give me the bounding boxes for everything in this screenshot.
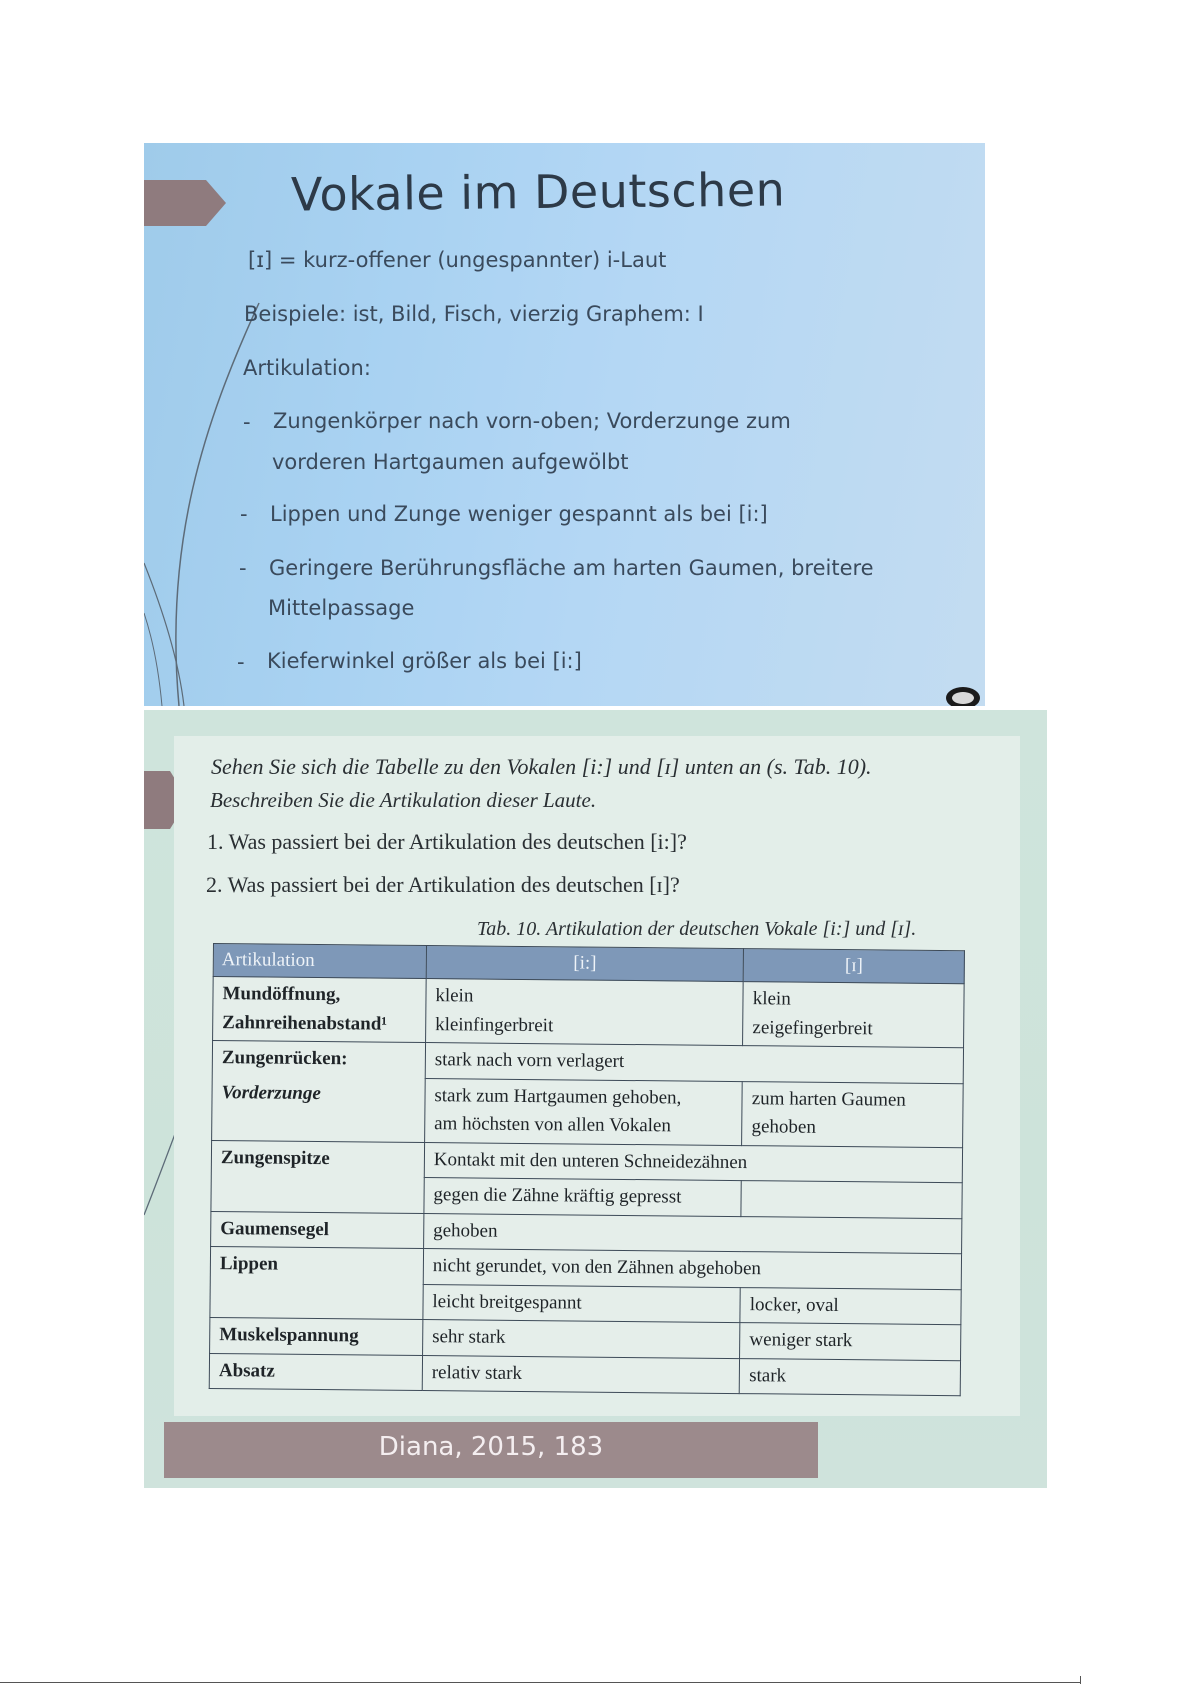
cell-i-short: locker, oval [740,1287,961,1325]
row-head-mundoeffnung [213,977,426,1043]
definition-text: [ɪ] = kurz-offener (ungespannter) i-Laut [248,248,667,272]
cell-i-short: stark [739,1358,960,1396]
cell-text: am höchsten von allen Vokalen [434,1113,672,1137]
cell-i-long [424,1078,742,1145]
cell-both: nicht gerundet, von den Zähnen abgehoben [423,1249,961,1290]
row-head-zungenspitze: Zungenspitze [211,1140,425,1213]
row-head-subtext: Vorderzunge [221,1081,321,1104]
page-bottom-rule [0,1682,1080,1683]
slide-articulation-table [144,710,1047,1488]
source-citation: Diana, 2015, 183 [378,1432,604,1462]
bullet-marker: - [243,410,251,434]
bullet-marker: - [240,502,248,526]
question-1: 1. Was passiert bei der Artikulation des deutschen [i:]? [207,829,687,854]
cell-both: Kontakt mit den unteren Schneidezähnen [424,1142,962,1183]
table-row [211,1140,962,1183]
bullet-marker: - [237,650,245,674]
row-head-text: Mundöffnung, [222,983,341,1006]
bullet-1-line-2: vorderen Hartgaumen aufgewölbt [272,450,629,474]
cell-text: kleinfingerbreit [435,1013,554,1036]
cell-i-short [743,982,964,1048]
slide-vokale-im-deutschen [144,143,985,706]
cell-both: gehoben [423,1213,961,1254]
bullet-2-line-1: Lippen und Zunge weniger gespannt als bei [i:] [270,502,768,526]
row-head-text: Zungenrücken: [221,1047,348,1070]
decorative-arrow-shape [144,180,226,226]
cell-i-long: sehr stark [422,1320,740,1359]
row-head-absatz: Absatz [209,1353,422,1391]
examples-text: Beispiele: ist, Bild, Fisch, vierzig Graphem: I [244,302,704,326]
table-caption: Tab. 10. Artikulation der deutschen Vokale [i:] und [ɪ]. [477,918,917,940]
table-row [212,1041,963,1084]
bullet-1-line-1: Zungenkörper nach vorn-oben; Vorderzunge zum [273,409,791,433]
bullet-4-line-1: Kieferwinkel größer als bei [i:] [267,649,582,673]
page-bottom-tick [1080,1676,1081,1684]
table-row [209,1353,960,1396]
row-head-gaumensegel: Gaumensegel [211,1211,424,1249]
cell-i-long [425,979,743,1046]
cell-text: klein [752,988,791,1010]
cell-both: stark nach vorn verlagert [425,1043,963,1084]
instruction-line-1: Sehen Sie sich die Tabelle zu den Vokalen [i:] und [ɪ] unten an (s. Tab. 10). [211,754,872,779]
row-head-lippen: Lippen [210,1246,424,1319]
cell-i-short [742,1081,963,1147]
glasses-icon [939,678,983,706]
cell-text: klein [435,985,474,1007]
vowel-articulation-table [209,943,965,1396]
bullet-3-line-1: Geringere Berührungsfläche am harten Gaumen, breitere [269,556,874,580]
cell-i-long: gegen die Zähne kräftig gepresst [424,1178,742,1217]
source-citation-bar [164,1422,818,1478]
row-head-muskelspannung: Muskelspannung [210,1317,423,1355]
header-i-short: [ɪ] [743,949,964,984]
bullet-3-line-2: Mittelpassage [268,596,415,620]
instruction-line-2: Beschreiben Sie die Artikulation dieser Laute. [210,788,597,812]
table-row [210,1246,961,1289]
cell-text: zum harten Gaumen [751,1087,906,1111]
table-row [213,977,965,1048]
cell-i-long: leicht breitgespannt [423,1284,741,1323]
cell-text: stark zum Hartgaumen gehoben, [434,1084,682,1109]
cell-i-short [741,1181,962,1219]
cell-text: gehoben [751,1116,817,1138]
articulation-heading: Artikulation: [243,356,371,380]
header-i-long: [i:] [426,946,744,982]
bullet-marker: - [239,556,247,580]
cell-text: zeigefingerbreit [752,1016,873,1039]
row-head-text: Zahnreihenabstand¹ [222,1011,388,1035]
cell-i-short: weniger stark [740,1323,961,1361]
row-head-zungenruecken [212,1041,426,1143]
question-2: 2. Was passiert bei der Artikulation des deutschen [ɪ]? [206,872,680,897]
cell-i-long: relativ stark [422,1355,740,1394]
header-artikulation: Artikulation [213,944,426,979]
slide-title: Vokale im Deutschen [290,162,786,222]
